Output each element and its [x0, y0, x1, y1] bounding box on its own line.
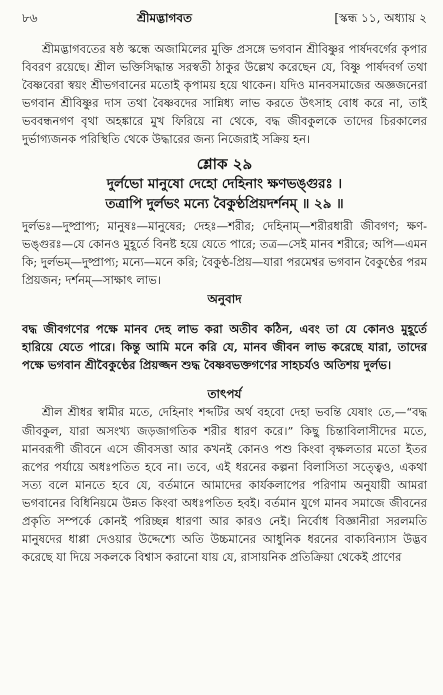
purport-paragraph: শ্রীল শ্রীধর স্বামীর মতে, দেহিনাং শব্দটির অর্থ বহবো দেহা ভবন্তি যেষাং তে,—“বদ্ধ জীবকুল, যারা অসংখ্য জড়জাগতিক শরীর ধারণ করে।” কিছু চিন্তাবিলাসীদের মতে, মানবরূপী জীবনে এসে জীবসত্তা আর কখনই কোনও পশু কিংবা বৃক্ষলতার মতো ইতর রূপের পর্যায়ে অধঃপতিত হবে না। তবে, এই ধরনের কল্পনা বিলাসিতা সত্ত্বেও, একথা সত্য বলে মানতে হবে যে, বর্তমানে আমাদের কার্যকলাপের পরিণাম অনুযায়ী আমরা ভগবানের বিধিনিয়মে উন্নত কিংবা অধঃপতিত হবই। বর্তমান যুগে মানব সমাজে জীবনের প্রকৃতি সম্পর্কে কোনই পরিচ্ছন্ন ধারণা আর কারও নেই। নির্বোধ বিজ্ঞানীরা সরলমতি মানুষদের ধাপ্পা দেওয়ার উদ্দেশ্যে অতি উচ্চমানের আধুনিক ধরনের বাক্যবিন্যাস উদ্ভব করেছে যা দিয়ে সকলকে বিশ্বাস করানো যায় যে, রাসায়নিক প্রতিক্রিয়া থেকেই প্রাণের [22, 405, 427, 565]
verse-line-1: দুর্লভো মানুষো দেহো দেহিনাং ক্ষণভঙ্গুরঃ । [106, 175, 343, 192]
chapter-reference: [স্কন্ধ ১১, অধ্যায় ২ [334, 11, 427, 25]
page-header [22, 0, 427, 40]
page-number: ৮৬ [22, 11, 38, 25]
page [22, 0, 427, 566]
verse-title: শ্লোক ২৯ [196, 154, 253, 173]
purport-heading: তাৎপর্য [207, 387, 242, 402]
verse-line-2: তত্রাপি দুর্লভং মন্যে বৈকুণ্ঠপ্রিয়দর্শনম্ ॥ ২৯ ॥ [105, 195, 344, 212]
running-title: শ্রীমদ্ভাগবত [137, 11, 193, 25]
translation-heading: অনুবাদ [207, 291, 242, 306]
translation-paragraph: বদ্ধ জীবগণের পক্ষে মানব দেহ লাভ করা অতীব কঠিন, এবং তা যে কোনও মুহূর্তে হারিয়ে যেতে পারে। কিন্তু আমি মনে করি যে, মানব জীবন লাভ করেছে যারা, তাদের পক্ষে ভগবান শ্রীবৈকুণ্ঠের প্রিয়জ্জন শুদ্ধ বৈষ্ণবভক্তগণের সাহচর্যও অতিশয় দুর্লভ। [22, 321, 427, 372]
synonyms-paragraph: দুর্লভঃ—দুষ্প্রাপ্য; মানুষঃ—মানুষের; দেহঃ—শরীর; দেহিনাম্—শরীরধারী জীবগণ; ক্ষণ-ভঙ্গুরঃ—যে কোনও মুহূর্তে বিনষ্ট হয়ে যেতে পারে; তত্র—সেই মানব শরীরে; অপি—এমন কি; দুর্লভম্—দুষ্প্রাপ্য; মন্যে—মনে করি; বৈকুণ্ঠ-প্রিয়—যারা পরমেশ্বর ভগবান বৈকুণ্ঠের পরম প্রিয়জন; দর্শনম্—সাক্ষাৎ লাভ। [22, 218, 427, 287]
intro-paragraph: শ্রীমদ্ভাগবতের ষষ্ঠ স্কন্ধে অজামিলের মুক্তি প্রসঙ্গে ভগবান শ্রীবিষ্ণুর পার্ষদবর্গের কৃপার বিবরণ রয়েছে। শ্রীল ভক্তিসিদ্ধান্ত সরস্বতী ঠাকুর উল্লেখ করেছেন যে, বিষ্ণু পার্ষদবর্গ তথা বৈষ্ণবেরা স্বয়ং শ্রীভগবানের মতোই কৃপাময় হয়ে থাকেন। যদিও মানবসমাজের অজ্ঞজনেরা ভগবান শ্রীবিষ্ণুর দাস তথা বৈষ্ণবদের সান্নিধ্য লাভ করতে উৎসাহ বোধ করে না, তাই ভববন্ধনগণ বৃথা অহঙ্কারে মুখ ফিরিয়ে না থেকে, বদ্ধ জীবকুলকে তাদের চিরকালের দুর্ভাগ্যজনক পরিস্থিতি থেকে উদ্ধারের জন্য নিজেরাই সক্রিয় হন। [22, 42, 427, 147]
